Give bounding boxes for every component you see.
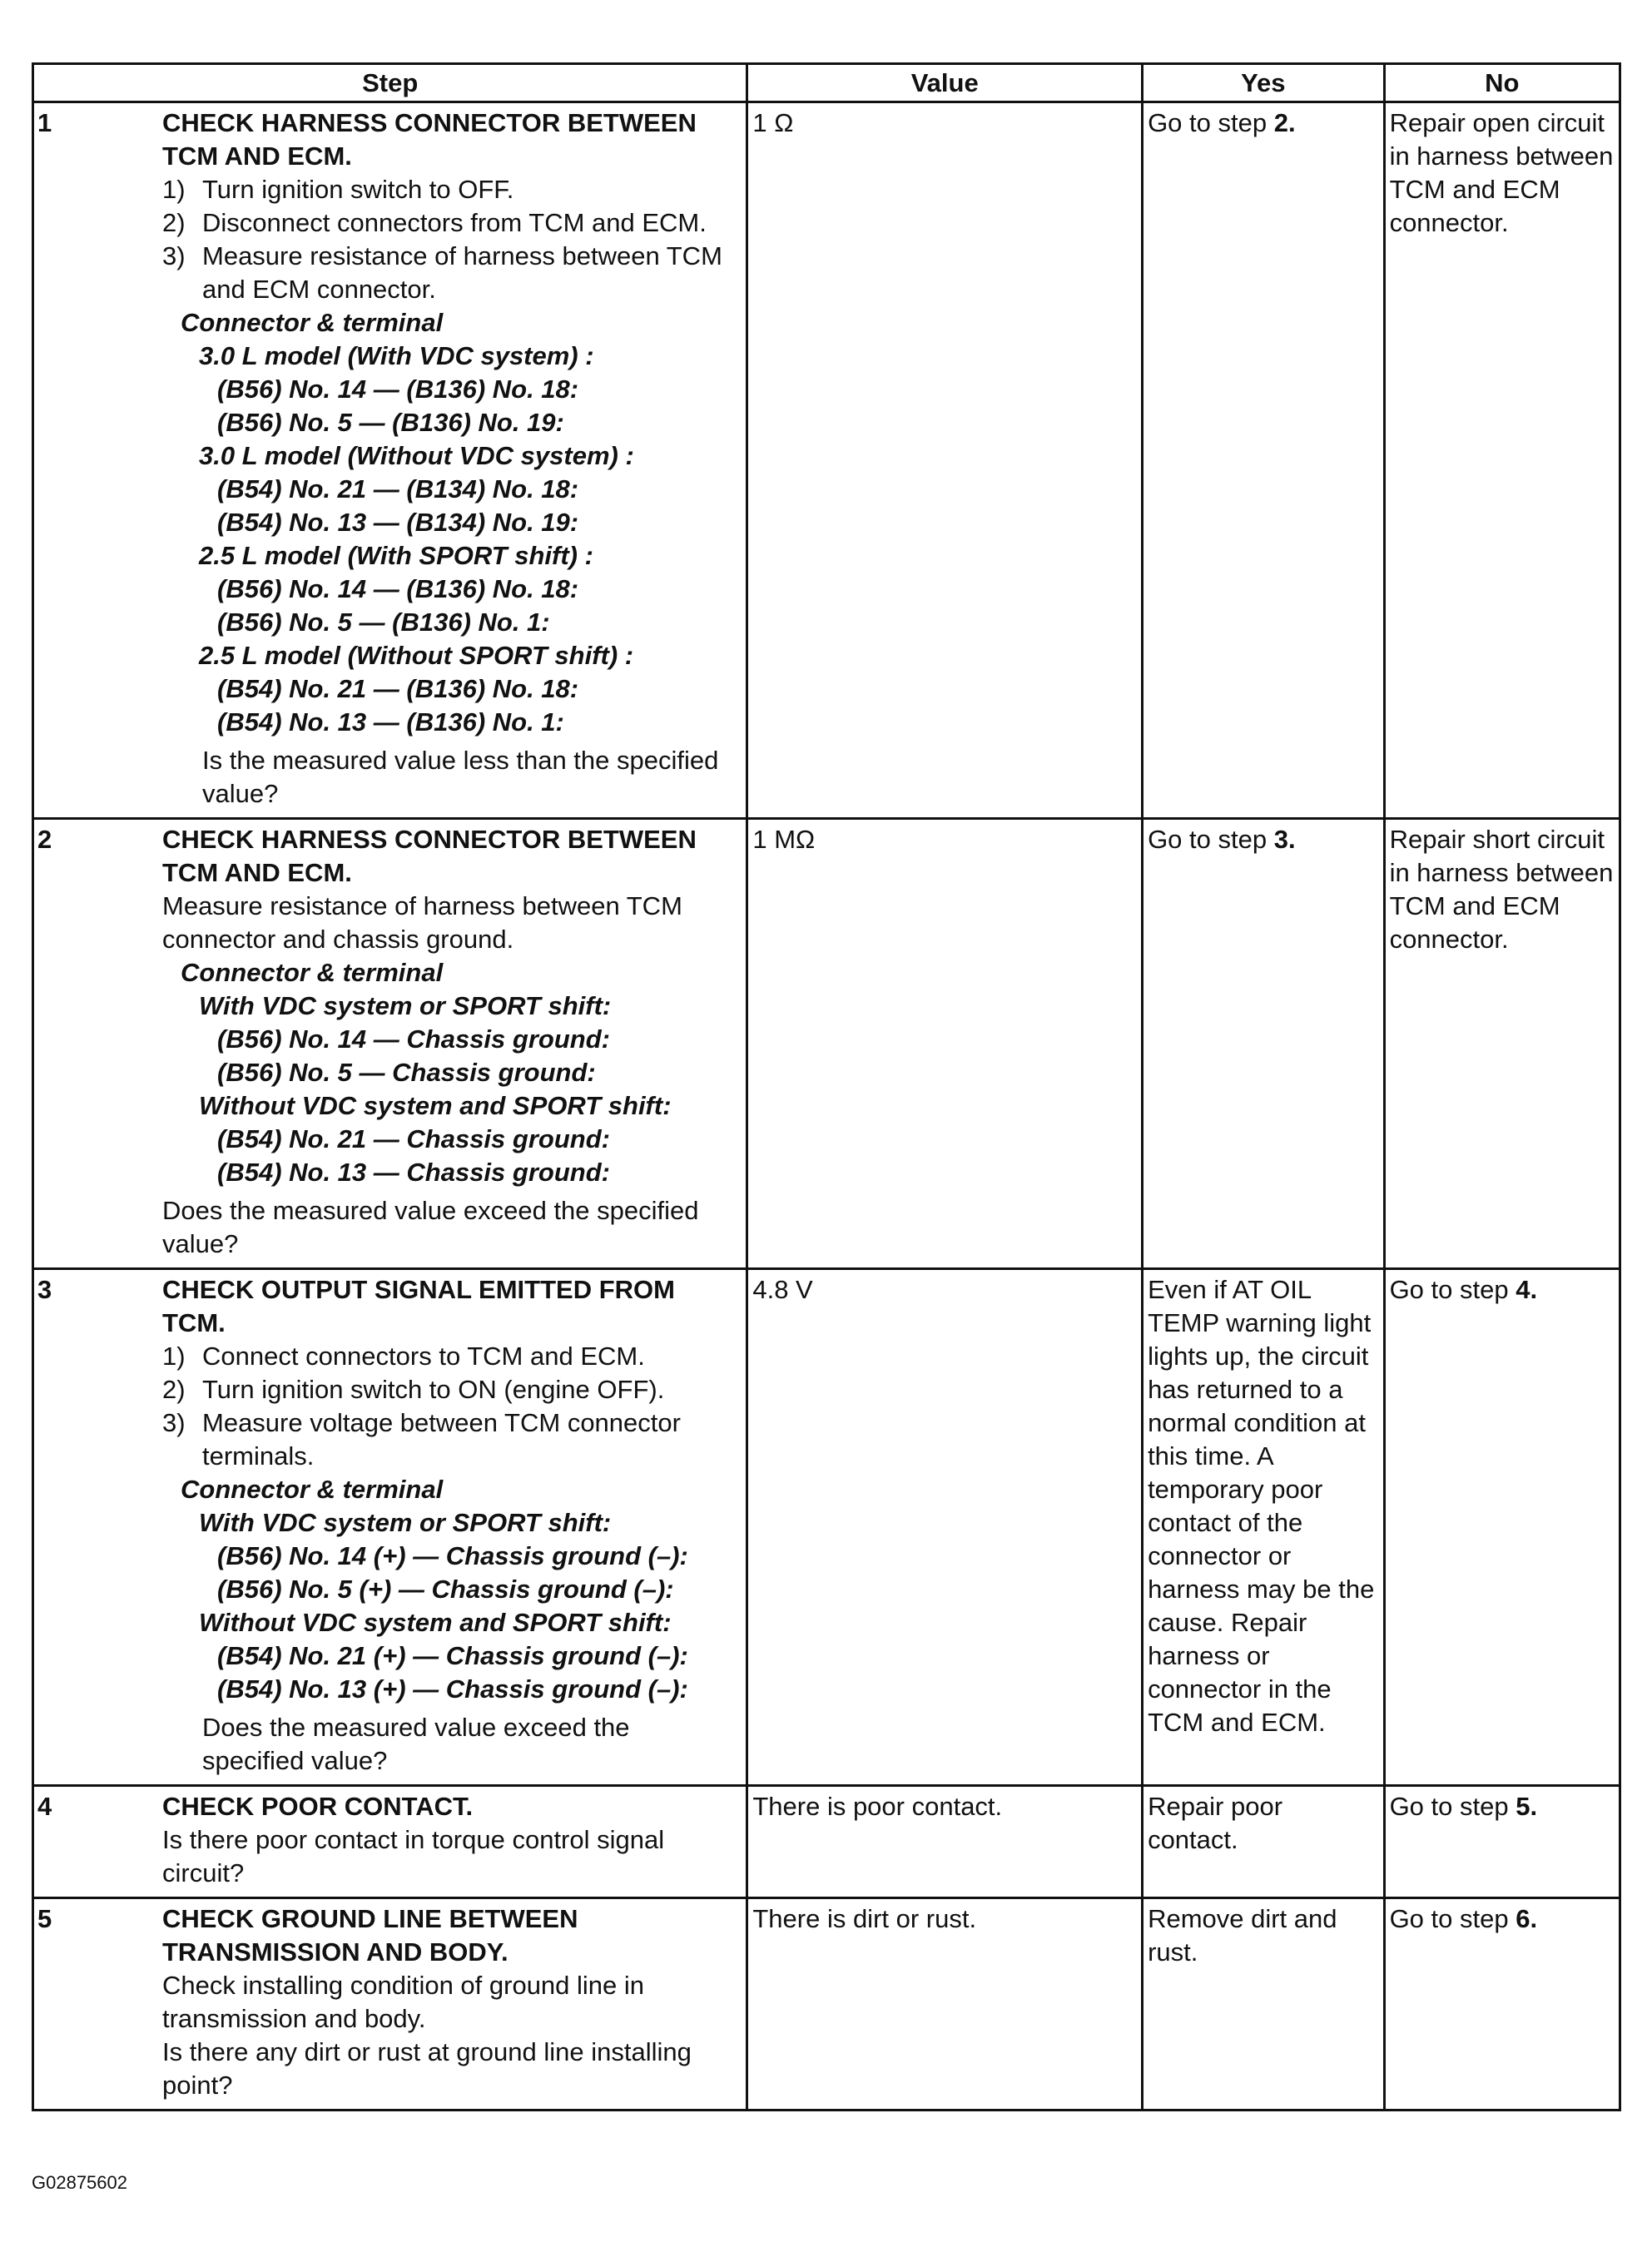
value-cell: 1 MΩ [747,819,1143,1269]
yes-cell: Go to step 2. [1143,102,1385,819]
terminal-line: (B56) No. 5 (+) — Chassis ground (–): [217,1575,674,1604]
step-question: Is the measured value less than the specified value? [202,746,719,808]
model-heading: With VDC system or SPORT shift: [199,1508,612,1537]
step-number: 1 [37,108,52,137]
step-question: Does the measured value exceed the specified value? [202,1713,630,1775]
procedure-item: 1) Connect connectors to TCM and ECM. [162,1342,645,1371]
no-step-ref: 4. [1516,1275,1538,1304]
terminal-line: (B54) No. 13 (+) — Chassis ground (–): [217,1674,688,1704]
model-heading: 3.0 L model (Without VDC system) : [199,441,634,470]
connector-heading: Connector & terminal [181,1475,444,1504]
terminal-line: (B56) No. 14 — Chassis ground: [217,1024,610,1054]
terminal-line: (B56) No. 5 — (B136) No. 19: [217,408,564,437]
header-yes: Yes [1143,64,1385,102]
step-number: 3 [37,1275,52,1304]
step-cell [33,819,747,1269]
header-step: Step [33,64,747,102]
model-heading: 2.5 L model (With SPORT shift) : [199,541,593,570]
table-row [33,102,1620,819]
step-title: CHECK OUTPUT SIGNAL EMITTED FROM TCM. [162,1275,675,1337]
terminal-line: (B56) No. 14 — (B136) No. 18: [217,374,579,404]
step-number: 2 [37,825,52,854]
diagnostic-document [32,62,1621,2111]
step-question: Is there poor contact in torque control signal circuit? [162,1825,665,1887]
connector-heading: Connector & terminal [181,958,444,987]
table-row [33,1898,1620,2111]
value-cell: 1 Ω [747,102,1143,819]
step-cell [33,102,747,819]
table-header-row [33,64,1620,102]
step-cell [33,1898,747,2111]
connector-heading: Connector & terminal [181,308,444,337]
step-title: CHECK HARNESS CONNECTOR BETWEEN TCM AND ECM. [162,108,697,171]
no-step-ref: 5. [1516,1792,1538,1821]
procedure-item: 2) Turn ignition switch to ON (engine OFF). [162,1375,665,1404]
yes-cell: Remove dirt and rust. [1143,1898,1385,2111]
terminal-line: (B56) No. 14 — (B136) No. 18: [217,574,579,603]
procedure-item: 3) Measure voltage between TCM connector terminals. [162,1408,681,1471]
yes-step-ref: 2. [1273,108,1296,137]
procedure-item: 1) Turn ignition switch to OFF. [162,175,514,204]
model-heading: With VDC system or SPORT shift: [199,991,612,1020]
step-question: Does the measured value exceed the specified value? [162,1196,699,1258]
terminal-line: (B54) No. 13 — (B136) No. 1: [217,707,564,737]
step-number: 4 [37,1792,52,1821]
no-cell: Go to step 5. [1384,1786,1620,1898]
header-no: No [1384,64,1620,102]
step-number: 5 [37,1904,52,1933]
figure-code: G02875602 [32,2172,127,2193]
terminal-line: (B54) No. 21 — (B136) No. 18: [217,674,579,703]
terminal-line: (B54) No. 21 (+) — Chassis ground (–): [217,1641,688,1670]
terminal-line: (B54) No. 13 — (B134) No. 19: [217,508,579,537]
terminal-line: (B54) No. 13 — Chassis ground: [217,1158,610,1187]
terminal-line: (B54) No. 21 — (B134) No. 18: [217,474,579,503]
model-heading: 3.0 L model (With VDC system) : [199,341,594,370]
terminal-line: (B56) No. 14 (+) — Chassis ground (–): [217,1541,688,1570]
model-heading: Without VDC system and SPORT shift: [199,1608,672,1637]
table-row [33,1786,1620,1898]
step-title: CHECK POOR CONTACT. [162,1792,474,1821]
table-row [33,1269,1620,1786]
yes-cell: Repair poor contact. [1143,1786,1385,1898]
value-cell: There is dirt or rust. [747,1898,1143,2111]
yes-cell: Even if AT OIL TEMP warning light lights up, the circuit has returned to a normal condition at this time. A temporary poor contact of the connector or harness may be the cause. Repair harness or connector in the TCM and ECM. [1143,1269,1385,1786]
terminal-line: (B54) No. 21 — Chassis ground: [217,1124,610,1153]
step-description: Check installing condition of ground line in transmission and body. [162,1971,645,2033]
procedure-item: 3) Measure resistance of harness between TCM and ECM connector. [162,241,722,304]
no-cell: Repair short circuit in harness between TCM and ECM connector. [1384,819,1620,1269]
value-cell: 4.8 V [747,1269,1143,1786]
diagnostic-table [32,62,1621,2111]
no-cell: Repair open circuit in harness between TCM and ECM connector. [1384,102,1620,819]
terminal-line: (B56) No. 5 — (B136) No. 1: [217,608,550,637]
no-cell: Go to step 4. [1384,1269,1620,1786]
step-question: Is there any dirt or rust at ground line installing point? [162,2037,692,2100]
step-cell [33,1786,747,1898]
value-cell: There is poor contact. [747,1786,1143,1898]
yes-step-ref: 3. [1273,825,1296,854]
step-description: Measure resistance of harness between TCM connector and chassis ground. [162,891,682,954]
terminal-line: (B56) No. 5 — Chassis ground: [217,1058,596,1087]
step-title: CHECK GROUND LINE BETWEEN TRANSMISSION AND BODY. [162,1904,578,1967]
step-cell [33,1269,747,1786]
model-heading: Without VDC system and SPORT shift: [199,1091,672,1120]
no-cell: Go to step 6. [1384,1898,1620,2111]
table-row [33,819,1620,1269]
header-value: Value [747,64,1143,102]
yes-cell: Go to step 3. [1143,819,1385,1269]
step-title: CHECK HARNESS CONNECTOR BETWEEN TCM AND ECM. [162,825,697,887]
model-heading: 2.5 L model (Without SPORT shift) : [199,641,634,670]
no-step-ref: 6. [1516,1904,1538,1933]
procedure-item: 2) Disconnect connectors from TCM and ECM. [162,208,707,237]
